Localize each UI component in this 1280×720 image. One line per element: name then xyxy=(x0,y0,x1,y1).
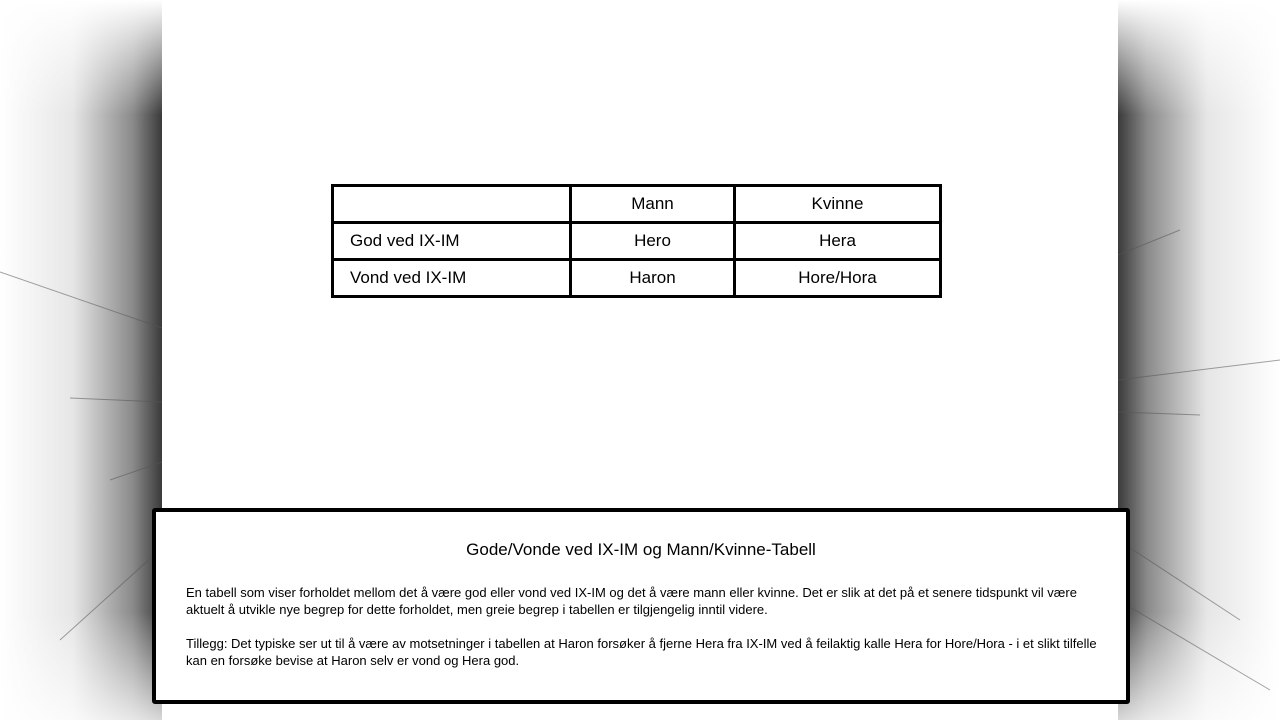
table-header-row xyxy=(333,186,941,223)
table-cell: Hera xyxy=(735,223,941,260)
table-row xyxy=(333,223,941,260)
caption-box xyxy=(152,508,1130,704)
caption-paragraph-addendum: Tillegg: Det typiske ser ut til å være av motsetninger i tabellen at Haron forsøker å fjerne Hera fra IX-IM ved å feilaktig kalle Hera for Hore/Hora - i et slikt tilfelle kan en forsøke bevise at Haron selv er vond og Hera god. xyxy=(186,636,1097,668)
table-row-label: God ved IX-IM xyxy=(333,223,571,260)
table-cell: Hore/Hora xyxy=(735,260,941,297)
table-header-cell: Kvinne xyxy=(735,186,941,223)
table-cell: Haron xyxy=(571,260,735,297)
table-cell: Hero xyxy=(571,223,735,260)
caption-paragraph: En tabell som viser forholdet mellom det å være god eller vond ved IX-IM og det å være mann eller kvinne. Det er slik at det på et senere tidspunkt vil være aktuelt å utvikle nye begrep for dette forholdet, men greie begrep i tabellen er tilgjengelig inntil videre. xyxy=(186,585,1077,617)
table-header-cell xyxy=(333,186,571,223)
table-header-cell: Mann xyxy=(571,186,735,223)
table-row-label: Vond ved IX-IM xyxy=(333,260,571,297)
table-row xyxy=(333,260,941,297)
caption-title: Gode/Vonde ved IX-IM og Mann/Kvinne-Tabell xyxy=(466,540,816,559)
gender-morality-table xyxy=(331,184,942,298)
